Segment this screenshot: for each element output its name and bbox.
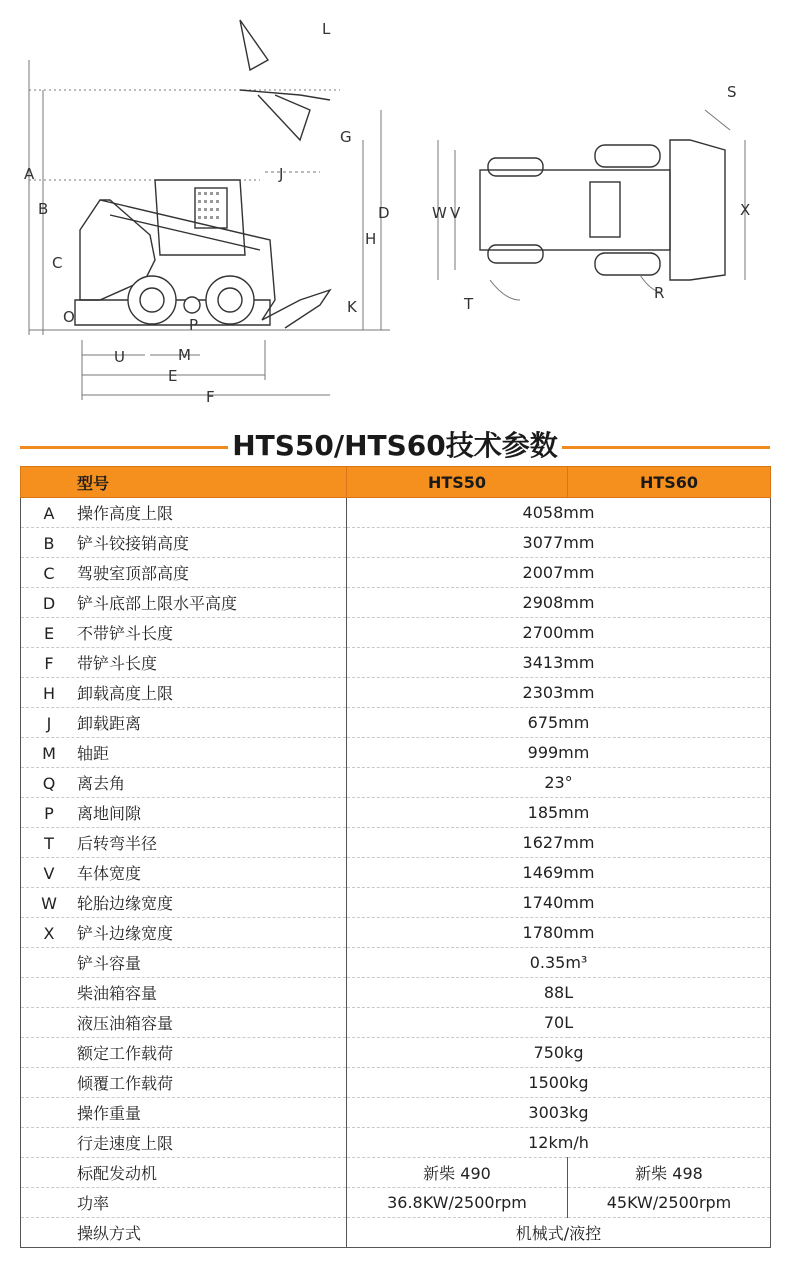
label-F: F bbox=[206, 388, 215, 406]
label-V: V bbox=[450, 204, 461, 222]
label-X: X bbox=[740, 201, 751, 219]
table-row bbox=[21, 558, 771, 588]
row-value: 1627mm bbox=[347, 828, 771, 858]
table-row bbox=[21, 1158, 771, 1188]
table-row bbox=[21, 498, 771, 528]
row-label bbox=[21, 1188, 347, 1218]
row-name: 驾驶室顶部高度 bbox=[77, 564, 190, 583]
row-code: X bbox=[43, 924, 55, 943]
row-label bbox=[21, 978, 347, 1008]
row-name: 卸载距离 bbox=[77, 714, 142, 733]
row-value: 机械式/液控 bbox=[347, 1218, 771, 1248]
label-R: R bbox=[654, 284, 665, 302]
table-row bbox=[21, 798, 771, 828]
row-label bbox=[21, 798, 347, 828]
row-value: 1500kg bbox=[347, 1068, 771, 1098]
row-name: 轮胎边缘宽度 bbox=[77, 894, 174, 913]
row-code: W bbox=[41, 894, 57, 913]
label-W: W bbox=[432, 204, 447, 222]
row-code: T bbox=[44, 834, 54, 853]
row-code: D bbox=[42, 594, 56, 613]
table-row bbox=[21, 1038, 771, 1068]
table-row bbox=[21, 1008, 771, 1038]
header-hts50: HTS50 bbox=[347, 467, 568, 498]
row-label bbox=[21, 678, 347, 708]
table-row bbox=[21, 1188, 771, 1218]
row-code: J bbox=[46, 714, 52, 733]
label-A: A bbox=[24, 165, 35, 183]
row-name: 带铲斗长度 bbox=[77, 654, 158, 673]
row-value: 70L bbox=[347, 1008, 771, 1038]
row-name: 不带铲斗长度 bbox=[77, 624, 174, 643]
row-name: 离地间隙 bbox=[77, 804, 142, 823]
row-label bbox=[21, 1098, 347, 1128]
label-D: D bbox=[378, 204, 390, 222]
row-label bbox=[21, 588, 347, 618]
row-label bbox=[21, 738, 347, 768]
row-name: 轴距 bbox=[77, 744, 110, 763]
row-label bbox=[21, 1038, 347, 1068]
row-label bbox=[21, 888, 347, 918]
header-model: 型号 bbox=[21, 467, 347, 498]
row-value: 4058mm bbox=[347, 498, 771, 528]
table-row bbox=[21, 948, 771, 978]
row-label bbox=[21, 708, 347, 738]
row-value: 999mm bbox=[347, 738, 771, 768]
row-name: 柴油箱容量 bbox=[77, 984, 158, 1003]
dimension-diagram bbox=[0, 0, 790, 420]
row-name: 卸载高度上限 bbox=[77, 684, 174, 703]
label-H: H bbox=[365, 230, 377, 248]
table-row bbox=[21, 588, 771, 618]
table-row bbox=[21, 528, 771, 558]
row-code: H bbox=[42, 684, 56, 703]
table-row bbox=[21, 708, 771, 738]
row-label bbox=[21, 1008, 347, 1038]
label-C: C bbox=[52, 254, 63, 272]
table-row bbox=[21, 678, 771, 708]
row-label bbox=[21, 768, 347, 798]
row-value: 1469mm bbox=[347, 858, 771, 888]
row-code: Q bbox=[42, 774, 56, 793]
row-label bbox=[21, 1218, 347, 1248]
row-name: 操纵方式 bbox=[77, 1224, 142, 1243]
row-label bbox=[21, 1128, 347, 1158]
table-row bbox=[21, 738, 771, 768]
table-row bbox=[21, 858, 771, 888]
table-row bbox=[21, 618, 771, 648]
row-name: 额定工作载荷 bbox=[77, 1044, 174, 1063]
label-L: L bbox=[322, 20, 331, 38]
row-name: 后转弯半径 bbox=[77, 834, 158, 853]
row-value-hts50: 36.8KW/2500rpm bbox=[347, 1188, 568, 1218]
row-code: E bbox=[43, 624, 55, 643]
row-label bbox=[21, 498, 347, 528]
table-row bbox=[21, 1068, 771, 1098]
row-name: 操作高度上限 bbox=[77, 504, 174, 523]
row-value: 2303mm bbox=[347, 678, 771, 708]
label-E: E bbox=[168, 367, 178, 385]
label-J: J bbox=[279, 165, 284, 183]
row-value: 2908mm bbox=[347, 588, 771, 618]
table-row bbox=[21, 888, 771, 918]
label-M: M bbox=[178, 346, 191, 364]
table-row bbox=[21, 768, 771, 798]
label-S: S bbox=[727, 83, 737, 101]
row-name: 液压油箱容量 bbox=[77, 1014, 174, 1033]
label-P: P bbox=[189, 316, 199, 334]
row-code: B bbox=[43, 534, 55, 553]
table-row bbox=[21, 1098, 771, 1128]
row-code: M bbox=[42, 744, 56, 763]
row-code: A bbox=[43, 504, 55, 523]
row-name: 行走速度上限 bbox=[77, 1134, 174, 1153]
row-name: 功率 bbox=[77, 1194, 110, 1213]
row-label bbox=[21, 648, 347, 678]
table-row bbox=[21, 978, 771, 1008]
header-hts60: HTS60 bbox=[568, 467, 771, 498]
row-label bbox=[21, 948, 347, 978]
row-name: 离去角 bbox=[77, 774, 126, 793]
row-value: 750kg bbox=[347, 1038, 771, 1068]
table-row bbox=[21, 828, 771, 858]
row-value: 3003kg bbox=[347, 1098, 771, 1128]
row-name: 铲斗底部上限水平高度 bbox=[77, 594, 238, 613]
row-value: 2700mm bbox=[347, 618, 771, 648]
row-label bbox=[21, 558, 347, 588]
row-name: 铲斗容量 bbox=[77, 954, 142, 973]
row-label bbox=[21, 828, 347, 858]
table-row bbox=[21, 1218, 771, 1248]
row-name: 铲斗边缘宽度 bbox=[77, 924, 174, 943]
row-name: 操作重量 bbox=[77, 1104, 142, 1123]
row-value: 3413mm bbox=[347, 648, 771, 678]
row-value: 1780mm bbox=[347, 918, 771, 948]
row-label bbox=[21, 858, 347, 888]
label-T: T bbox=[464, 295, 474, 313]
table-row bbox=[21, 648, 771, 678]
label-G: G bbox=[340, 128, 352, 146]
row-value: 0.35m³ bbox=[347, 948, 771, 978]
label-B: B bbox=[38, 200, 49, 218]
row-name: 铲斗铰接销高度 bbox=[77, 534, 190, 553]
row-value-hts60: 新柴 498 bbox=[568, 1158, 771, 1188]
row-code: F bbox=[44, 654, 54, 673]
row-name: 倾覆工作载荷 bbox=[77, 1074, 174, 1093]
table-row bbox=[21, 918, 771, 948]
row-value: 675mm bbox=[347, 708, 771, 738]
diagram-svg bbox=[0, 0, 790, 420]
label-K: K bbox=[347, 298, 357, 316]
row-value: 2007mm bbox=[347, 558, 771, 588]
row-code: P bbox=[44, 804, 54, 823]
row-label bbox=[21, 918, 347, 948]
section-title: HTS50/HTS60技术参数 bbox=[232, 429, 558, 462]
row-code: C bbox=[43, 564, 55, 583]
row-value: 185mm bbox=[347, 798, 771, 828]
row-value: 12km/h bbox=[347, 1128, 771, 1158]
row-code: V bbox=[43, 864, 55, 883]
table-row bbox=[21, 1128, 771, 1158]
row-name: 标配发动机 bbox=[77, 1164, 158, 1183]
row-label bbox=[21, 1068, 347, 1098]
row-value-hts60: 45KW/2500rpm bbox=[568, 1188, 771, 1218]
label-U: U bbox=[114, 348, 125, 366]
row-value: 88L bbox=[347, 978, 771, 1008]
row-value: 23° bbox=[347, 768, 771, 798]
row-value-hts50: 新柴 490 bbox=[347, 1158, 568, 1188]
row-label bbox=[21, 618, 347, 648]
row-name: 车体宽度 bbox=[77, 864, 142, 883]
spec-table bbox=[20, 466, 771, 1248]
row-label bbox=[21, 1158, 347, 1188]
row-value: 1740mm bbox=[347, 888, 771, 918]
row-label bbox=[21, 528, 347, 558]
spec-table-body bbox=[21, 498, 771, 1248]
label-O: O bbox=[63, 308, 75, 326]
table-header-row bbox=[21, 467, 771, 498]
section-title-row bbox=[20, 426, 770, 466]
row-value: 3077mm bbox=[347, 528, 771, 558]
